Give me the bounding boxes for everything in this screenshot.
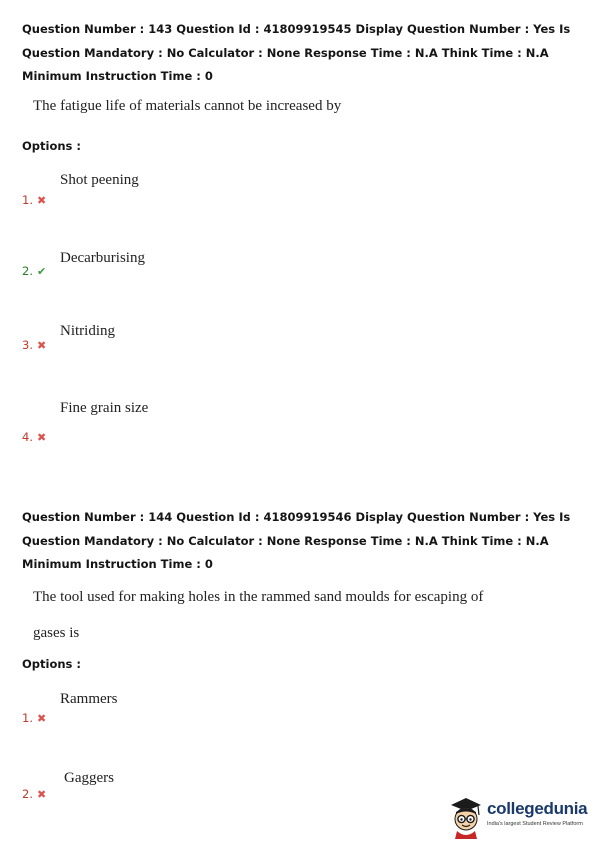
option-text: Nitriding — [60, 323, 115, 339]
cross-icon: ✖ — [36, 712, 47, 725]
cross-icon: ✖ — [36, 431, 47, 444]
brand-tagline: India's largest Student Review Platform — [487, 821, 583, 827]
question-meta-144: Question Number : 144 Question Id : 41809919546 Display Question Number : Yes Is Question Mandatory : No Calculator : None Response Time : N.A Think Time : N.A Minimum Instruction Time : 0 — [22, 510, 571, 571]
option-number: 2. ✔ — [22, 264, 47, 278]
brand-name: collegedunia — [487, 799, 588, 818]
options-label: Options : — [22, 139, 81, 153]
cross-icon: ✖ — [36, 788, 47, 801]
option-text: Shot peening — [60, 172, 139, 188]
option-text: Rammers — [60, 691, 118, 707]
check-icon: ✔ — [36, 265, 47, 278]
option-number: 3. ✖ — [22, 338, 47, 352]
option-text: Decarburising — [60, 250, 145, 266]
cross-icon: ✖ — [36, 339, 47, 352]
question-text-144-line-2: gases is — [33, 625, 80, 641]
cross-icon: ✖ — [36, 194, 47, 207]
option-number: 4. ✖ — [22, 430, 47, 444]
student-mascot-icon — [447, 795, 485, 839]
option-number: 1. ✖ — [22, 711, 47, 725]
question-meta-143: Question Number : 143 Question Id : 41809919545 Display Question Number : Yes Is Question Mandatory : No Calculator : None Response Time : N.A Think Time : N.A Minimum Instruction Time : 0 — [22, 22, 571, 83]
option-text: Gaggers — [64, 770, 114, 786]
question-text-144-line-1: The tool used for making holes in the rammed sand moulds for escaping of — [33, 589, 484, 605]
option-number: 1. ✖ — [22, 193, 47, 207]
option-number: 2. ✖ — [22, 787, 47, 801]
options-label: Options : — [22, 657, 81, 671]
question-text-143: The fatigue life of materials cannot be increased by — [33, 98, 342, 114]
option-text: Fine grain size — [60, 400, 149, 416]
collegedunia-logo — [447, 795, 595, 839]
